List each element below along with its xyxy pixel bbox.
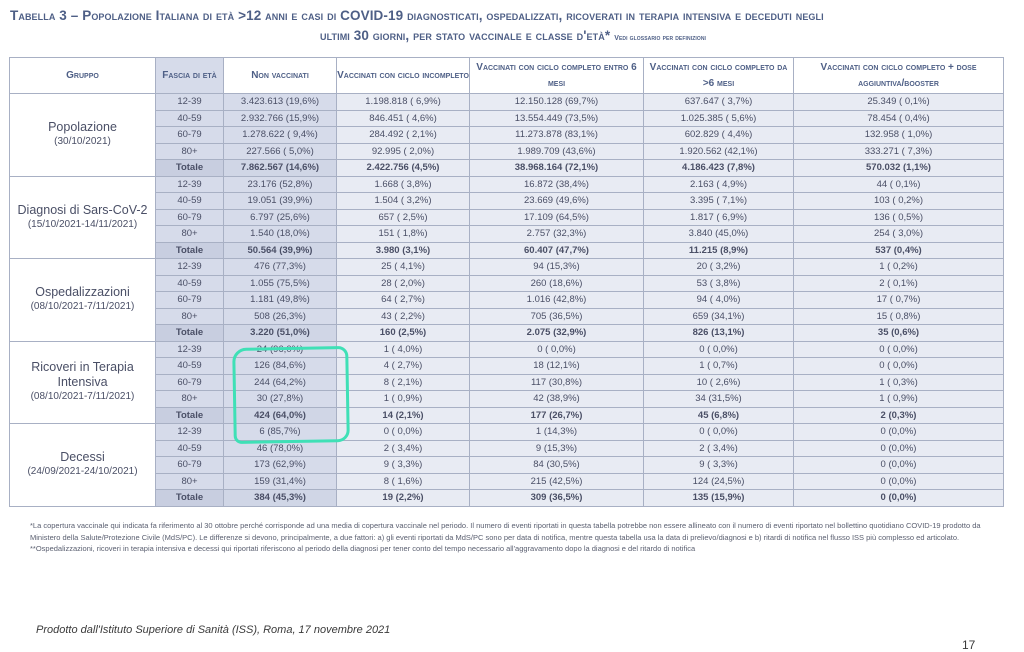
value-cell: 1.198.818 ( 6,9%) (337, 94, 470, 111)
value-cell: 3.423.613 (19,6%) (224, 94, 337, 111)
value-cell: 103 ( 0,2%) (794, 193, 1004, 210)
table-row (10, 308, 1004, 325)
group-cell (10, 341, 156, 424)
title-line-2 (8, 26, 1018, 49)
header-row (10, 58, 1004, 94)
table-row (10, 473, 1004, 490)
age-cell: 80+ (156, 473, 224, 490)
title-line-2-text: ultimi 30 giorni, per stato vaccinale e classe d'età* (319, 28, 611, 43)
group-name: Decessi (60, 450, 105, 465)
value-cell: 705 (36,5%) (470, 308, 644, 325)
footnotes (30, 520, 990, 555)
value-cell: 19.051 (39,9%) (224, 193, 337, 210)
value-cell: 0 ( 0,0%) (644, 424, 794, 441)
title-line-1: Tabella 3 – Popolazione Italiana di età >12 anni e casi di COVID-19 diagnosticati, ospedalizzati, ricoverati in terapia intensiva e deceduti negli (10, 8, 824, 23)
glossary-note: Vedi glossario per definizioni (614, 35, 707, 42)
value-cell: 309 (36,5%) (470, 490, 644, 507)
value-cell: 0 (0,0%) (794, 473, 1004, 490)
value-cell: 94 ( 4,0%) (644, 292, 794, 309)
value-cell: 23.176 (52,8%) (224, 176, 337, 193)
value-cell: 17.109 (64,5%) (470, 209, 644, 226)
group-period: (24/09/2021-24/10/2021) (27, 466, 138, 478)
table-row (10, 193, 1004, 210)
table-row (10, 374, 1004, 391)
value-cell: 9 ( 3,3%) (644, 457, 794, 474)
value-cell: 25.349 ( 0,1%) (794, 94, 1004, 111)
value-cell: 1 ( 0,7%) (644, 358, 794, 375)
header-entro-6-mesi: Vaccinati con ciclo completo entro 6 mesi (470, 58, 644, 94)
value-cell: 17 ( 0,7%) (794, 292, 1004, 309)
value-cell: 657 ( 2,5%) (337, 209, 470, 226)
value-cell: 173 (62,9%) (224, 457, 337, 474)
table-row (10, 176, 1004, 193)
table-row (10, 143, 1004, 160)
age-cell: 40-59 (156, 193, 224, 210)
age-cell: 60-79 (156, 209, 224, 226)
value-cell: 0 (0,0%) (794, 440, 1004, 457)
value-cell: 24 (96,0%) (224, 341, 337, 358)
footnote-1: *La copertura vaccinale qui indicata fa riferimento al 30 ottobre perché corrisponde ad una media di copertura vaccinale nel periodo. Il numero di eventi riportati in questa tabella potrebbe non essere allineato con il numero di eventi riportato nel bollettino quotidiano COVID-19 prodotto da Ministero della Salute/Protezione Civile (MdS/PC). Le differenze si devono, principalmente, a due fattori: a) gli eventi riportati da MdS/PC sono per data di notifica, mentre questa tabella usa la data di prelievo/diagnosi e b) ritardi di notifica nel flusso ISS più complesso ed articolato. (30, 521, 981, 542)
group-name: Ospedalizzazioni (35, 285, 130, 300)
age-cell: 12-39 (156, 341, 224, 358)
header-gruppo: Gruppo (10, 58, 156, 94)
footnote-2: **Ospedalizzazioni, ricoveri in terapia intensiva e decessi qui riportati riferiscono al periodo della diagnosi per tener conto del tempo necessario all'aggravamento dopo la diagnosi e del ritardo di notifica (30, 544, 696, 553)
value-cell: 846.451 ( 4,6%) (337, 110, 470, 127)
value-cell: 60.407 (47,7%) (470, 242, 644, 259)
age-cell: 40-59 (156, 358, 224, 375)
table-row (10, 292, 1004, 309)
value-cell: 19 (2,2%) (337, 490, 470, 507)
table-row (10, 424, 1004, 441)
value-cell: 43 ( 2,2%) (337, 308, 470, 325)
value-cell: 6 (85,7%) (224, 424, 337, 441)
value-cell: 46 (78,0%) (224, 440, 337, 457)
table-row (10, 259, 1004, 276)
value-cell: 38.968.164 (72,1%) (470, 160, 644, 177)
table-total-row (10, 407, 1004, 424)
value-cell: 284.492 ( 2,1%) (337, 127, 470, 144)
produced-by: Prodotto dall'Istituto Superiore di Sanità (ISS), Roma, 17 novembre 2021 (36, 624, 391, 636)
value-cell: 8 ( 2,1%) (337, 374, 470, 391)
value-cell: 0 ( 0,0%) (794, 358, 1004, 375)
age-cell: Totale (156, 490, 224, 507)
value-cell: 2.075 (32,9%) (470, 325, 644, 342)
age-cell: Totale (156, 407, 224, 424)
age-cell: 12-39 (156, 176, 224, 193)
value-cell: 92.995 ( 2,0%) (337, 143, 470, 160)
value-cell: 2 ( 3,4%) (644, 440, 794, 457)
value-cell: 45 (6,8%) (644, 407, 794, 424)
value-cell: 8 ( 1,6%) (337, 473, 470, 490)
table-row (10, 275, 1004, 292)
age-cell: 60-79 (156, 127, 224, 144)
value-cell: 2.422.756 (4,5%) (337, 160, 470, 177)
value-cell: 1.668 ( 3,8%) (337, 176, 470, 193)
table-row (10, 110, 1004, 127)
value-cell: 637.647 ( 3,7%) (644, 94, 794, 111)
age-cell: 12-39 (156, 94, 224, 111)
age-cell: 40-59 (156, 440, 224, 457)
value-cell: 260 (18,6%) (470, 275, 644, 292)
value-cell: 0 (0,0%) (794, 457, 1004, 474)
value-cell: 30 (27,8%) (224, 391, 337, 408)
value-cell: 1.278.622 ( 9,4%) (224, 127, 337, 144)
value-cell: 1.025.385 ( 5,6%) (644, 110, 794, 127)
value-cell: 78.454 ( 0,4%) (794, 110, 1004, 127)
value-cell: 11.273.878 (83,1%) (470, 127, 644, 144)
value-cell: 23.669 (49,6%) (470, 193, 644, 210)
value-cell: 10 ( 2,6%) (644, 374, 794, 391)
group-period: (15/10/2021-14/11/2021) (27, 218, 138, 230)
table-row (10, 358, 1004, 375)
table-row (10, 127, 1004, 144)
age-cell: 60-79 (156, 457, 224, 474)
value-cell: 135 (15,9%) (644, 490, 794, 507)
value-cell: 34 (31,5%) (644, 391, 794, 408)
table-row (10, 457, 1004, 474)
age-cell: 80+ (156, 226, 224, 243)
table-row (10, 94, 1004, 111)
value-cell: 0 (0,0%) (794, 490, 1004, 507)
table-total-row (10, 325, 1004, 342)
page-number: 17 (962, 638, 976, 652)
value-cell: 18 (12,1%) (470, 358, 644, 375)
table-total-row (10, 242, 1004, 259)
value-cell: 3.840 (45,0%) (644, 226, 794, 243)
value-cell: 2 (0,3%) (794, 407, 1004, 424)
table-row (10, 341, 1004, 358)
value-cell: 160 (2,5%) (337, 325, 470, 342)
value-cell: 53 ( 3,8%) (644, 275, 794, 292)
group-cell (10, 176, 156, 259)
value-cell: 424 (64,0%) (224, 407, 337, 424)
age-cell: 40-59 (156, 110, 224, 127)
table-total-row (10, 490, 1004, 507)
group-name: Popolazione (48, 120, 117, 135)
age-cell: 80+ (156, 391, 224, 408)
value-cell: 1 ( 0,3%) (794, 374, 1004, 391)
value-cell: 12.150.128 (69,7%) (470, 94, 644, 111)
value-cell: 13.554.449 (73,5%) (470, 110, 644, 127)
table-row (10, 209, 1004, 226)
value-cell: 84 (30,5%) (470, 457, 644, 474)
group-cell (10, 94, 156, 177)
age-cell: 60-79 (156, 374, 224, 391)
data-table (9, 57, 1004, 507)
value-cell: 3.220 (51,0%) (224, 325, 337, 342)
value-cell: 9 (15,3%) (470, 440, 644, 457)
value-cell: 94 (15,3%) (470, 259, 644, 276)
header-non-vaccinati: Non vaccinati (224, 58, 337, 94)
group-period: (30/10/2021) (54, 136, 111, 148)
age-cell: 40-59 (156, 275, 224, 292)
value-cell: 570.032 (1,1%) (794, 160, 1004, 177)
value-cell: 136 ( 0,5%) (794, 209, 1004, 226)
value-cell: 9 ( 3,3%) (337, 457, 470, 474)
table-row (10, 440, 1004, 457)
value-cell: 2.163 ( 4,9%) (644, 176, 794, 193)
value-cell: 4.186.423 (7,8%) (644, 160, 794, 177)
value-cell: 2.932.766 (15,9%) (224, 110, 337, 127)
value-cell: 1 ( 0,2%) (794, 259, 1004, 276)
value-cell: 25 ( 4,1%) (337, 259, 470, 276)
group-period: (08/10/2021-7/11/2021) (30, 301, 135, 313)
age-cell: 80+ (156, 143, 224, 160)
value-cell: 1 (14,3%) (470, 424, 644, 441)
table-row (10, 226, 1004, 243)
value-cell: 659 (34,1%) (644, 308, 794, 325)
value-cell: 124 (24,5%) (644, 473, 794, 490)
value-cell: 826 (13,1%) (644, 325, 794, 342)
value-cell: 35 (0,6%) (794, 325, 1004, 342)
value-cell: 2 ( 0,1%) (794, 275, 1004, 292)
value-cell: 11.215 (8,9%) (644, 242, 794, 259)
value-cell: 7.862.567 (14,6%) (224, 160, 337, 177)
value-cell: 0 ( 0,0%) (794, 341, 1004, 358)
age-cell: Totale (156, 325, 224, 342)
value-cell: 254 ( 3,0%) (794, 226, 1004, 243)
group-cell (10, 424, 156, 507)
value-cell: 227.566 ( 5,0%) (224, 143, 337, 160)
age-cell: 60-79 (156, 292, 224, 309)
value-cell: 0 ( 0,0%) (470, 341, 644, 358)
value-cell: 0 ( 0,0%) (644, 341, 794, 358)
value-cell: 20 ( 3,2%) (644, 259, 794, 276)
value-cell: 3.395 ( 7,1%) (644, 193, 794, 210)
value-cell: 132.958 ( 1,0%) (794, 127, 1004, 144)
value-cell: 2.757 (32,3%) (470, 226, 644, 243)
header-incompleto: Vaccinati con ciclo incompleto (337, 58, 470, 94)
value-cell: 6.797 (25,6%) (224, 209, 337, 226)
value-cell: 384 (45,3%) (224, 490, 337, 507)
value-cell: 1 ( 4,0%) (337, 341, 470, 358)
value-cell: 177 (26,7%) (470, 407, 644, 424)
value-cell: 14 (2,1%) (337, 407, 470, 424)
value-cell: 0 (0,0%) (794, 424, 1004, 441)
value-cell: 1 ( 0,9%) (794, 391, 1004, 408)
value-cell: 0 ( 0,0%) (337, 424, 470, 441)
group-cell (10, 259, 156, 342)
value-cell: 50.564 (39,9%) (224, 242, 337, 259)
value-cell: 602.829 ( 4,4%) (644, 127, 794, 144)
header-da-6-mesi: Vaccinati con ciclo completo da >6 mesi (644, 58, 794, 94)
header-fascia: Fascia di età (156, 58, 224, 94)
value-cell: 1.504 ( 3,2%) (337, 193, 470, 210)
value-cell: 1.989.709 (43,6%) (470, 143, 644, 160)
value-cell: 1.817 ( 6,9%) (644, 209, 794, 226)
header-booster: Vaccinati con ciclo completo + dose aggiuntiva/booster (794, 58, 1004, 94)
value-cell: 28 ( 2,0%) (337, 275, 470, 292)
value-cell: 126 (84,6%) (224, 358, 337, 375)
value-cell: 1.540 (18,0%) (224, 226, 337, 243)
value-cell: 3.980 (3,1%) (337, 242, 470, 259)
age-cell: Totale (156, 242, 224, 259)
value-cell: 2 ( 3,4%) (337, 440, 470, 457)
value-cell: 4 ( 2,7%) (337, 358, 470, 375)
age-cell: 12-39 (156, 259, 224, 276)
age-cell: Totale (156, 160, 224, 177)
table-row (10, 391, 1004, 408)
value-cell: 151 ( 1,8%) (337, 226, 470, 243)
value-cell: 44 ( 0,1%) (794, 176, 1004, 193)
group-name: Ricoveri in Terapia Intensiva (31, 360, 134, 390)
value-cell: 244 (64,2%) (224, 374, 337, 391)
value-cell: 1.181 (49,8%) (224, 292, 337, 309)
value-cell: 508 (26,3%) (224, 308, 337, 325)
value-cell: 215 (42,5%) (470, 473, 644, 490)
value-cell: 1.016 (42,8%) (470, 292, 644, 309)
value-cell: 537 (0,4%) (794, 242, 1004, 259)
value-cell: 42 (38,9%) (470, 391, 644, 408)
group-name: Diagnosi di Sars-CoV-2 (17, 202, 148, 217)
value-cell: 1 ( 0,9%) (337, 391, 470, 408)
table-total-row (10, 160, 1004, 177)
value-cell: 117 (30,8%) (470, 374, 644, 391)
value-cell: 64 ( 2,7%) (337, 292, 470, 309)
age-cell: 12-39 (156, 424, 224, 441)
value-cell: 16.872 (38,4%) (470, 176, 644, 193)
group-period: (08/10/2021-7/11/2021) (30, 391, 135, 403)
value-cell: 159 (31,4%) (224, 473, 337, 490)
age-cell: 80+ (156, 308, 224, 325)
value-cell: 476 (77,3%) (224, 259, 337, 276)
table-title (8, 6, 1018, 49)
value-cell: 1.920.562 (42,1%) (644, 143, 794, 160)
value-cell: 333.271 ( 7,3%) (794, 143, 1004, 160)
value-cell: 15 ( 0,8%) (794, 308, 1004, 325)
value-cell: 1.055 (75,5%) (224, 275, 337, 292)
